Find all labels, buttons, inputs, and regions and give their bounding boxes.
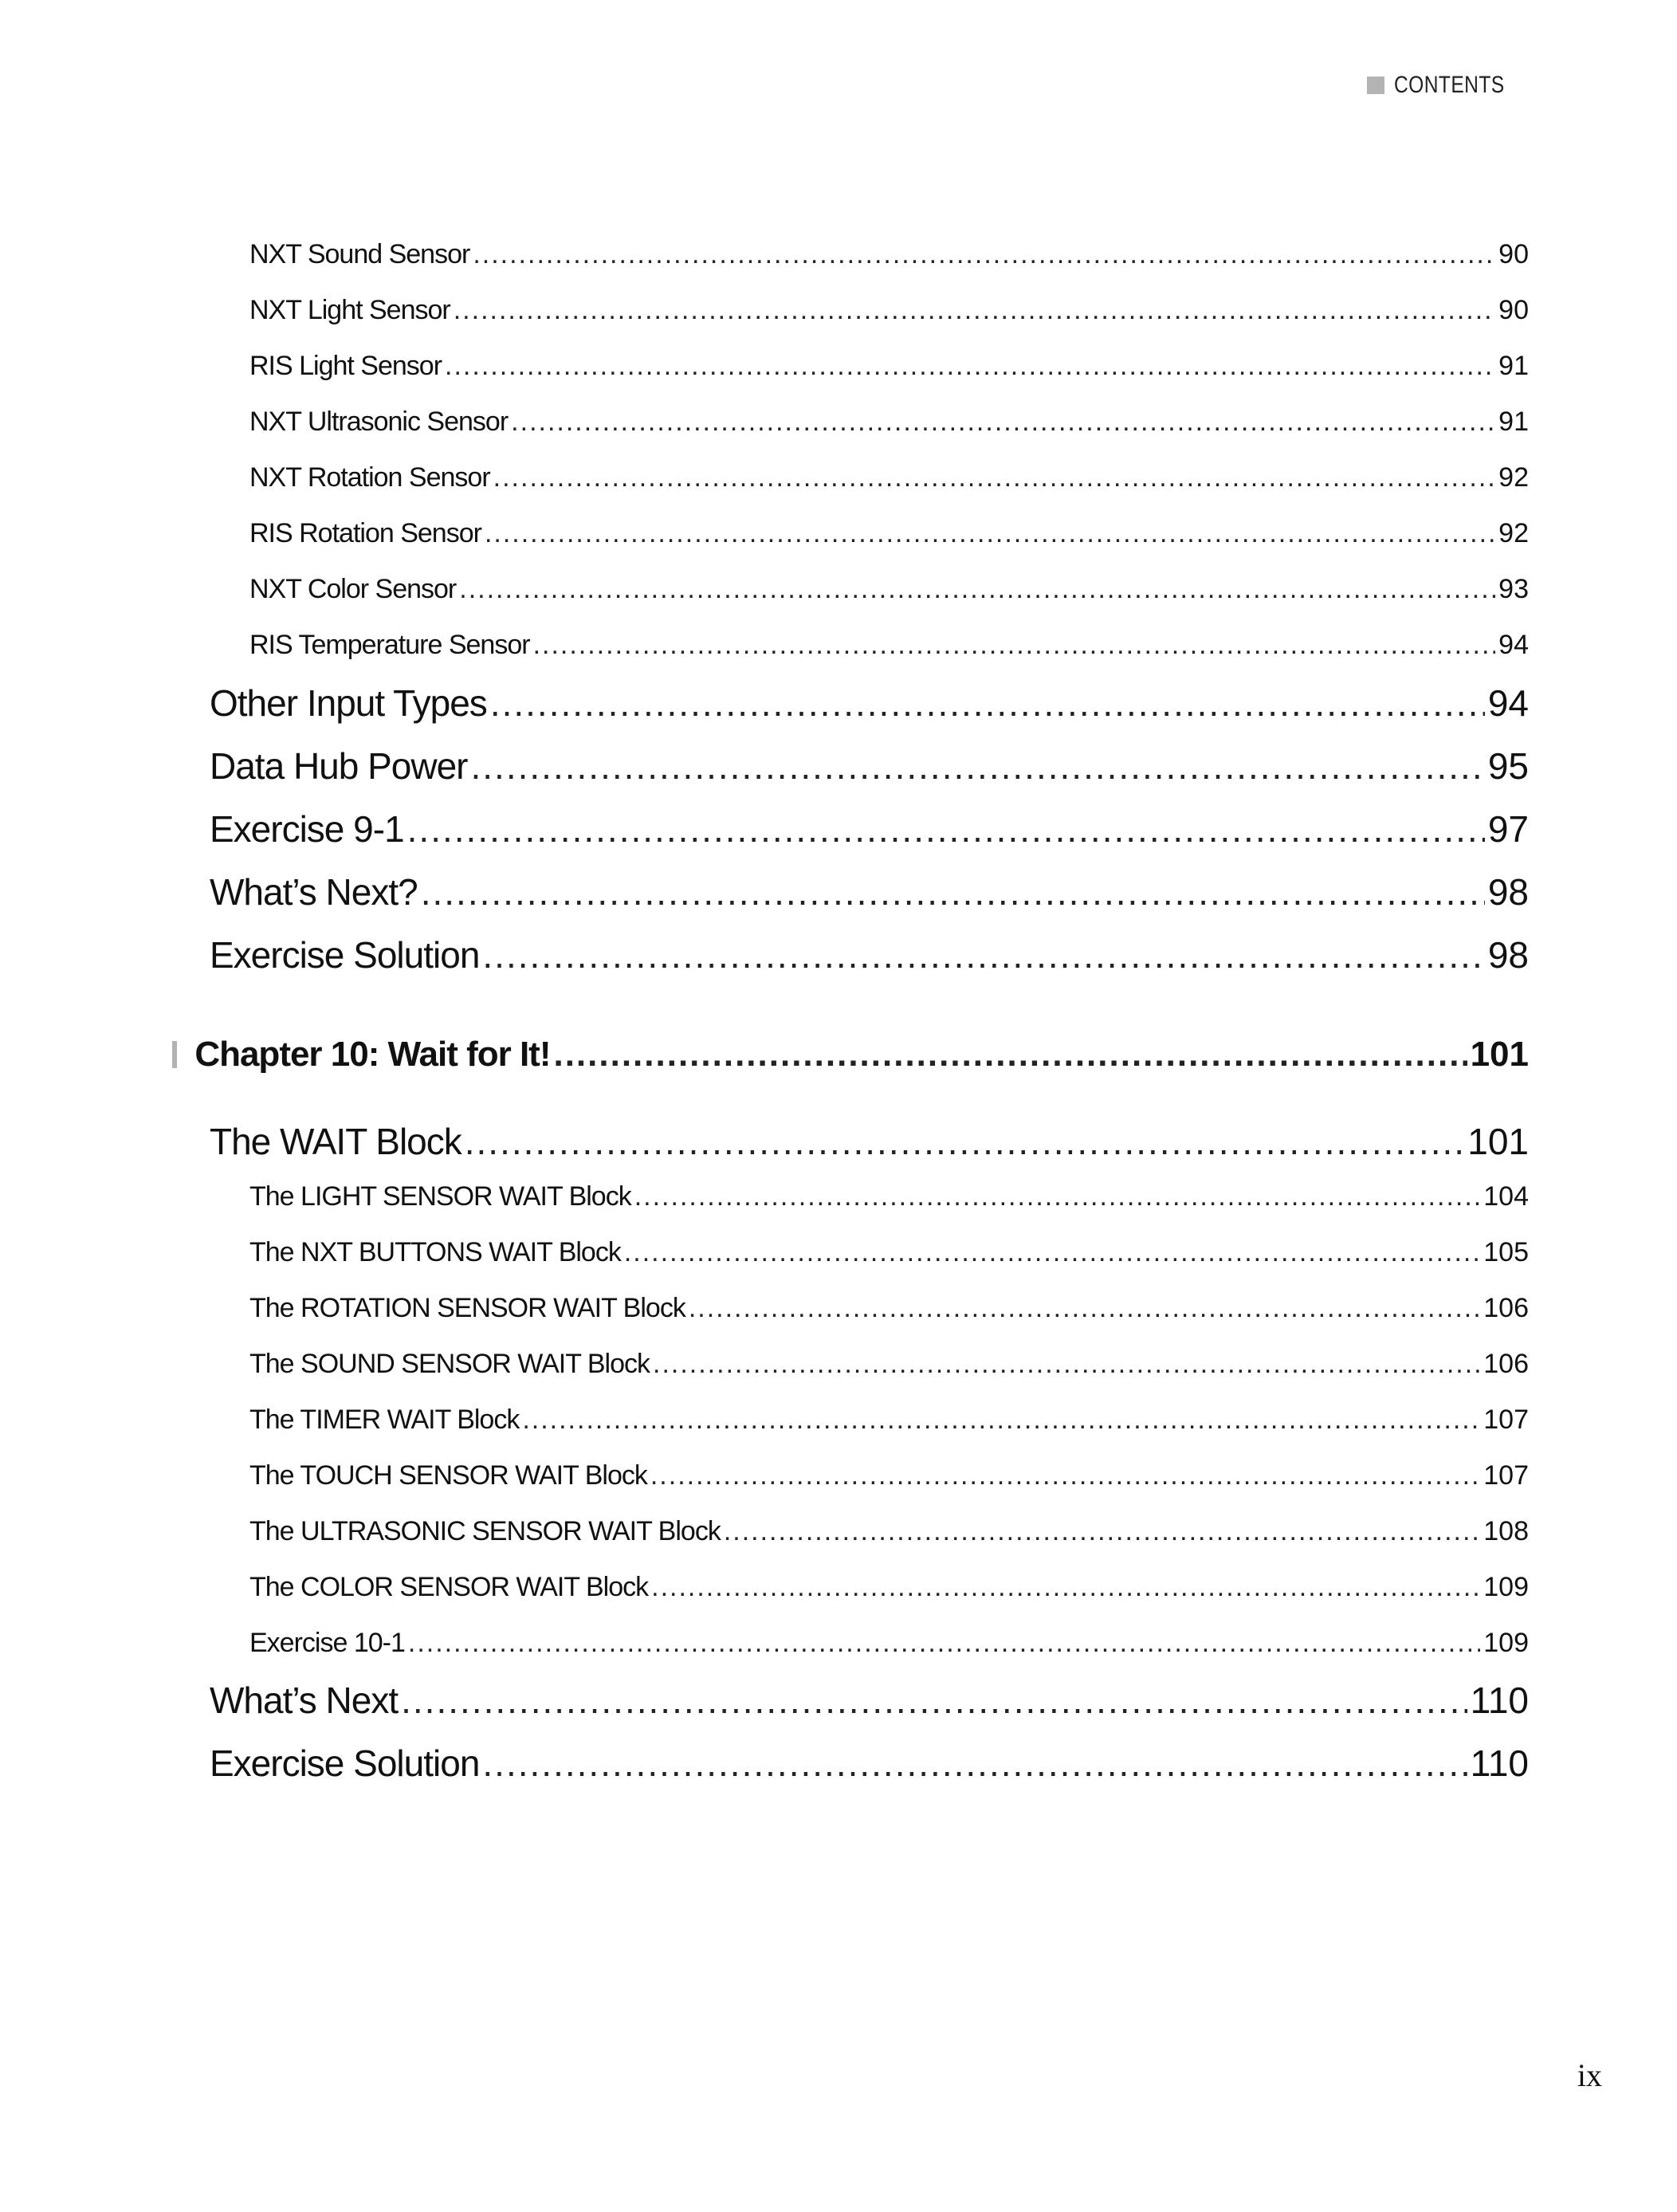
toc-section[interactable] <box>210 870 1529 913</box>
dot-leader <box>634 1181 1481 1212</box>
dot-leader <box>408 1628 1480 1659</box>
toc-entry-page: 107 <box>1483 1460 1529 1491</box>
dot-leader <box>490 682 1485 725</box>
dot-leader <box>624 1237 1480 1268</box>
toc-entry-page: 91 <box>1498 407 1529 437</box>
toc-entry[interactable] <box>249 518 1529 549</box>
toc-entry[interactable] <box>249 630 1529 661</box>
toc-section-title: Data Hub Power <box>210 745 468 787</box>
toc-entry[interactable] <box>249 1572 1529 1603</box>
toc-entry[interactable] <box>249 1516 1529 1547</box>
toc-entry-title: NXT Rotation Sensor <box>249 462 490 493</box>
toc-entry[interactable] <box>249 1293 1529 1324</box>
toc-section-page: 110 <box>1470 1680 1529 1721</box>
toc-section[interactable] <box>210 745 1529 788</box>
toc-entry[interactable] <box>249 1460 1529 1491</box>
toc-section-title: Exercise 9-1 <box>210 808 404 850</box>
dot-leader <box>485 518 1495 549</box>
toc-entry-title: The COLOR SENSOR WAIT Block <box>249 1572 649 1602</box>
toc-entry[interactable] <box>249 239 1529 270</box>
toc-entry-page: 109 <box>1483 1628 1529 1658</box>
dot-leader <box>482 1742 1467 1785</box>
page-folio: ix <box>1577 2057 1602 2093</box>
toc-entry-page: 92 <box>1498 462 1529 493</box>
dot-leader <box>724 1516 1480 1547</box>
running-head-square-marker <box>1367 77 1384 94</box>
toc-section-title: Other Input Types <box>210 682 487 724</box>
toc-section-title: What’s Next? <box>210 871 418 913</box>
toc-entry-page: 94 <box>1498 630 1529 660</box>
toc-section[interactable] <box>210 807 1529 851</box>
running-head <box>1367 72 1529 99</box>
toc-entry[interactable] <box>249 407 1529 438</box>
toc-entry-title: NXT Ultrasonic Sensor <box>249 407 509 437</box>
dot-leader <box>650 1460 1480 1491</box>
toc-entry-title: The TIMER WAIT Block <box>249 1405 520 1435</box>
toc-section-page: 110 <box>1470 1742 1529 1784</box>
toc-entry-page: 105 <box>1483 1237 1529 1267</box>
toc-entry[interactable] <box>249 574 1529 605</box>
toc-chapter-page: 101 <box>1470 1035 1529 1074</box>
toc-entry-title: The ROTATION SENSOR WAIT Block <box>249 1293 685 1323</box>
toc-entry-page: 108 <box>1483 1516 1529 1546</box>
toc-entry-page: 93 <box>1498 574 1529 604</box>
chapter-square-marker <box>172 1041 177 1068</box>
toc-section-page: 94 <box>1487 682 1529 724</box>
toc-section-title: Exercise Solution <box>210 1742 480 1784</box>
toc-section[interactable] <box>210 1742 1529 1785</box>
dot-leader <box>473 239 1495 270</box>
toc-entry-title: The ULTRASONIC SENSOR WAIT Block <box>249 1516 721 1546</box>
toc-entry-page: 109 <box>1483 1572 1529 1602</box>
toc-entry-title: Exercise 10-1 <box>249 1628 405 1658</box>
toc-entry-page: 107 <box>1483 1405 1529 1435</box>
toc-entry-title: NXT Color Sensor <box>249 574 457 604</box>
dot-leader <box>533 630 1496 661</box>
toc-chapter-title: Chapter 10: Wait for It! <box>194 1035 551 1074</box>
toc-section[interactable] <box>210 1120 1529 1163</box>
toc-entry-title: RIS Temperature Sensor <box>249 630 530 660</box>
toc-entry-page: 90 <box>1498 239 1529 269</box>
dot-leader <box>482 933 1484 976</box>
toc-section[interactable] <box>210 1679 1529 1722</box>
toc-entry-title: NXT Sound Sensor <box>249 239 470 269</box>
toc-chapter[interactable] <box>172 1035 1529 1075</box>
toc-entry-page: 106 <box>1483 1349 1529 1379</box>
dot-leader <box>421 870 1485 913</box>
dot-leader <box>465 1120 1465 1163</box>
dot-leader <box>511 407 1495 438</box>
dot-leader <box>553 1035 1467 1075</box>
toc-entry[interactable] <box>249 1628 1529 1659</box>
toc-entry-page: 104 <box>1483 1181 1529 1212</box>
toc-entry-page: 92 <box>1498 518 1529 548</box>
running-head-label: CONTENTS <box>1394 72 1505 98</box>
toc-entry[interactable] <box>249 1405 1529 1436</box>
toc-section-page: 95 <box>1487 745 1529 787</box>
toc-entry-title: RIS Light Sensor <box>249 351 442 381</box>
toc-entry[interactable] <box>249 1181 1529 1212</box>
toc-entry[interactable] <box>249 295 1529 326</box>
dot-leader <box>653 1349 1480 1380</box>
toc-entry[interactable] <box>249 351 1529 382</box>
dot-leader <box>651 1572 1480 1603</box>
dot-leader <box>401 1679 1467 1722</box>
toc-entry-title: NXT Light Sensor <box>249 295 450 325</box>
toc-entry-title: The NXT BUTTONS WAIT Block <box>249 1237 621 1267</box>
dot-leader <box>445 351 1495 382</box>
dot-leader <box>493 462 1496 493</box>
dot-leader <box>459 574 1495 605</box>
toc-section-title: The WAIT Block <box>210 1121 461 1162</box>
toc-entry-page: 90 <box>1498 295 1529 325</box>
toc-section[interactable] <box>210 682 1529 725</box>
toc-entry-page: 106 <box>1483 1293 1529 1323</box>
toc-section-page: 97 <box>1487 808 1529 850</box>
toc-entry[interactable] <box>249 1349 1529 1380</box>
toc-section-title: What’s Next <box>210 1680 399 1721</box>
toc-section[interactable] <box>210 933 1529 976</box>
dot-leader <box>522 1405 1480 1436</box>
toc-section-page: 98 <box>1487 934 1529 976</box>
dot-leader <box>407 807 1485 851</box>
toc-section-page: 101 <box>1467 1121 1529 1162</box>
dot-leader <box>471 745 1485 788</box>
dot-leader <box>689 1293 1480 1324</box>
toc-entry-title: The SOUND SENSOR WAIT Block <box>249 1349 650 1379</box>
toc-entry-page: 91 <box>1498 351 1529 381</box>
toc-entry-title: The LIGHT SENSOR WAIT Block <box>249 1181 631 1212</box>
toc-entry[interactable] <box>249 462 1529 493</box>
toc-section-title: Exercise Solution <box>210 934 480 976</box>
toc-entry-title: RIS Rotation Sensor <box>249 518 481 548</box>
toc-entry-title: The TOUCH SENSOR WAIT Block <box>249 1460 647 1491</box>
toc-entry[interactable] <box>249 1237 1529 1268</box>
toc-section-page: 98 <box>1487 871 1529 913</box>
dot-leader <box>454 295 1495 326</box>
